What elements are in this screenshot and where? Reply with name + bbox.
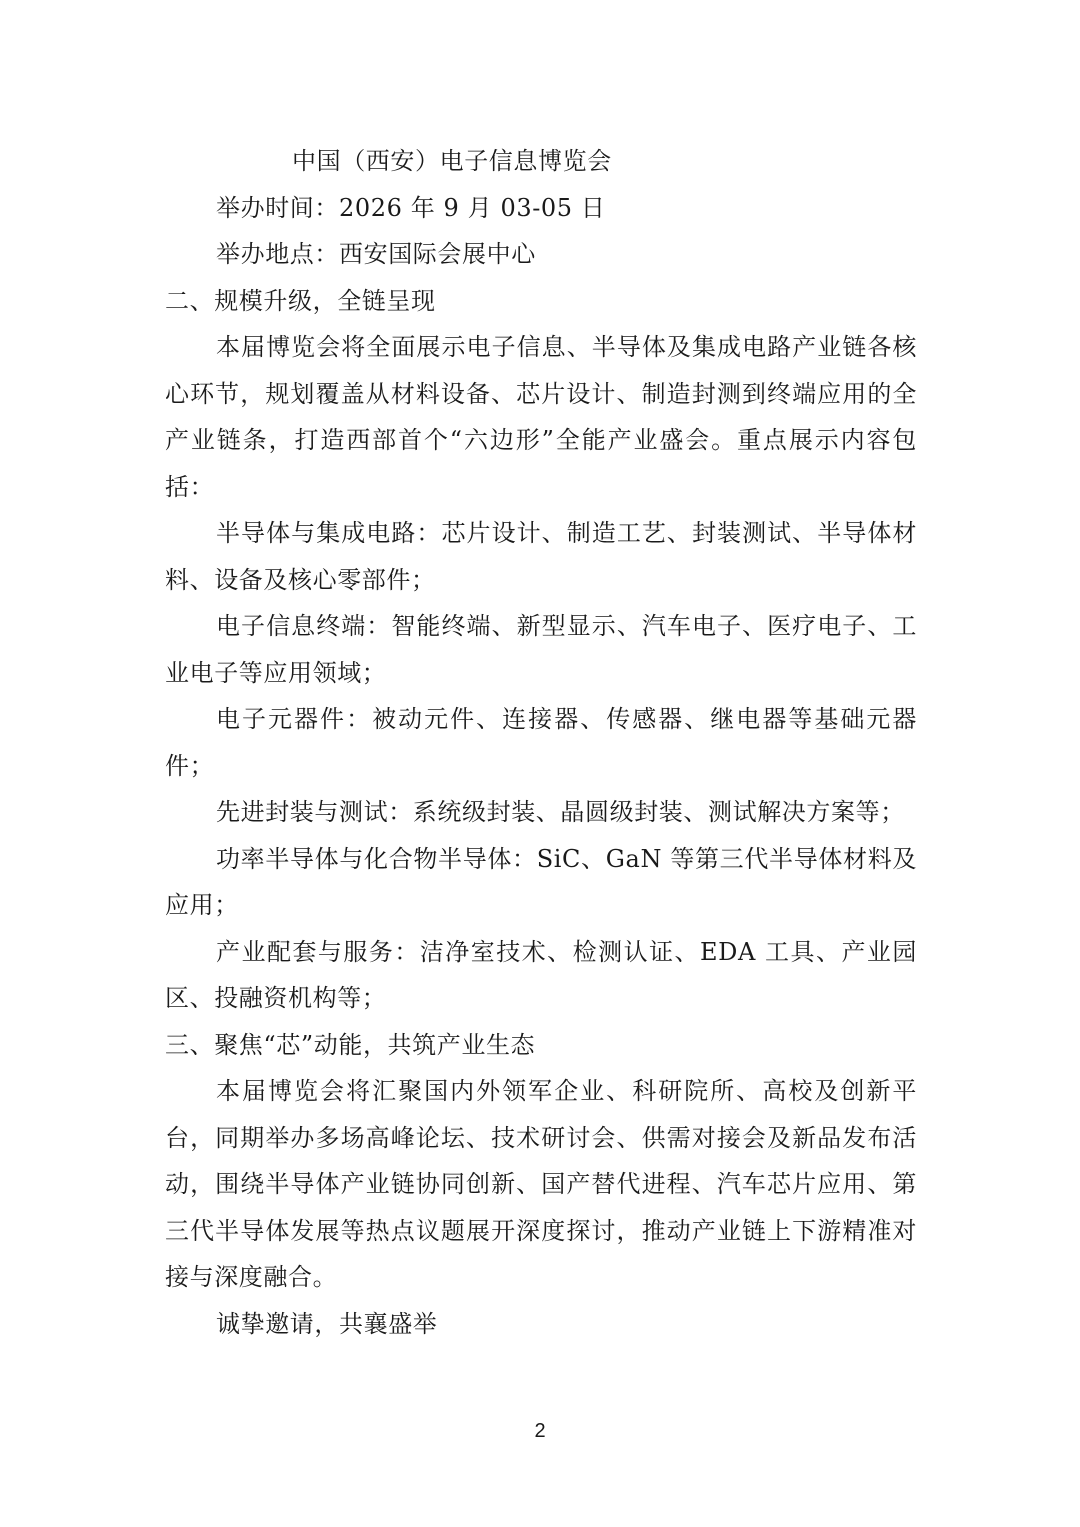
section-2-intro: 本届博览会将全面展示电子信息、半导体及集成电路产业链各核心环节，规划覆盖从材料设备、芯片设计、制造封测到终端应用的全产业链条，打造西部首个“六边形”全能产业盛会。重点展示内容包括： [165,333,917,501]
page-number: 2 [534,1420,546,1442]
exhibit-item-services: 产业配套与服务：洁净室技术、检测认证、EDA 工具、产业园区、投融资机构等； [165,937,917,1012]
section-3-body: 本届博览会将汇聚国内外领军企业、科研院所、高校及创新平台，同期举办多场高峰论坛、技术研讨会、供需对接会及新品发布活动，围绕半导体产业链协同创新、国产替代进程、汽车芯片应用、第三代半导体发展等热点议题展开深度探讨，推动产业链上下游精准对接与深度融合。 [165,1077,917,1291]
document-body [165,138,917,1347]
event-venue: 举办地点：西安国际会展中心 [216,240,536,268]
section-2-heading: 二、规模升级，全链呈现 [165,286,436,315]
exhibit-item-power-semiconductor: 功率半导体与化合物半导体：SiC、GaN 等第三代半导体材料及应用； [165,844,917,919]
exhibit-item-components: 电子元器件：被动元件、连接器、传感器、继电器等基础元器件； [165,705,917,780]
event-time: 举办时间：2026 年 9 月 03-05 日 [216,193,606,222]
exhibit-item-semiconductor: 半导体与集成电路：芯片设计、制造工艺、封装测试、半导体材料、设备及核心零部件； [165,519,917,594]
exhibit-item-packaging: 先进封装与测试：系统级封装、晶圆级封装、测试解决方案等； [216,798,905,826]
exhibit-item-terminals: 电子信息终端：智能终端、新型显示、汽车电子、医疗电子、工业电子等应用领域； [165,612,917,687]
closing-line: 诚挚邀请，共襄盛举 [216,1309,438,1338]
section-3-heading: 三、聚焦“芯”动能，共筑产业生态 [165,1030,536,1059]
document-title: 中国（西安）电子信息博览会 [292,147,612,175]
